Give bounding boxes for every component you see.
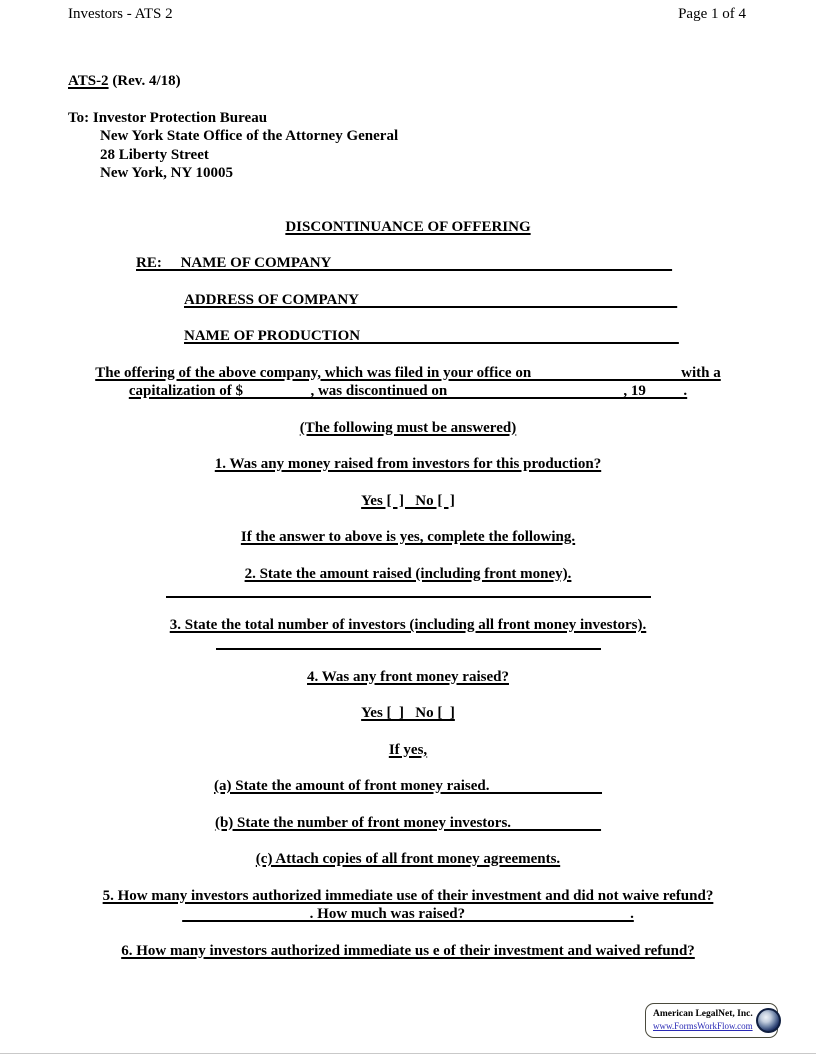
company-address-line: ADDRESS OF COMPANY — [184, 291, 678, 308]
question-4a: (a) State the amount of front money raised. — [213, 778, 603, 794]
recipient-prefix: To: — [68, 109, 90, 126]
legalnet-globe-icon — [756, 1008, 781, 1033]
must-answer-note: (The following must be answered) — [299, 419, 517, 436]
offering-paragraph-line1: The offering of the above company, which was filed in your office on with a — [95, 364, 721, 381]
recipient-line: New York, NY 10005 — [100, 165, 234, 181]
question-4-if-yes-label: If yes, — [388, 741, 428, 758]
formsworkflow-link[interactable]: www.FormsWorkFlow.com — [653, 1021, 753, 1031]
question-1-yes-no-checkboxes: Yes [ ] No [ ] — [361, 492, 455, 509]
question-3-answer-line — [216, 635, 601, 650]
offering-paragraph-line2: capitalization of $ , was discontinued on , 19 . — [128, 383, 688, 399]
company-name-line: RE: NAME OF COMPANY — [136, 255, 673, 271]
legalnet-company-name: American LegalNet, Inc. — [653, 1009, 753, 1019]
question-3: 3. State the total number of investors (including all front money investors). — [169, 617, 647, 633]
legalnet-logo-text — [653, 1009, 753, 1032]
form-revision-line — [0, 72, 816, 91]
recipient-line — [68, 109, 816, 128]
question-2-answer-line — [166, 583, 651, 598]
question-4b: (b) State the number of front money investors. — [214, 814, 602, 831]
offering-paragraph — [0, 364, 816, 401]
question-4-yes-no-checkboxes: Yes [ ] No [ ] — [361, 705, 455, 721]
header-document-name: Investors - ATS 2 — [68, 6, 173, 22]
production-name-line: NAME OF PRODUCTION — [184, 328, 679, 344]
re-section — [136, 254, 816, 346]
question-5 — [0, 887, 816, 924]
question-5-line1: 5. How many investors authorized immediate use of their investment and did not waive refund? — [102, 887, 714, 904]
form-body — [0, 72, 816, 960]
question-5-line2: . How much was raised? . — [182, 906, 634, 922]
recipient-line: New York State Office of the Attorney General — [100, 128, 399, 144]
page-bottom-divider — [0, 1053, 816, 1054]
legalnet-logo-box — [645, 1003, 778, 1038]
question-4: 4. Was any front money raised? — [307, 668, 509, 685]
if-yes-instruction: If the answer to above is yes, complete the following. — [240, 529, 576, 545]
question-6: 6. How many investors authorized immediate us e of their investment and waived refund? — [121, 942, 695, 959]
question-4c: (c) Attach copies of all front money agreements. — [255, 851, 561, 867]
recipient-bureau: Investor Protection Bureau — [92, 109, 268, 126]
page-header — [0, 0, 816, 24]
recipient-block — [0, 109, 816, 183]
form-title: DISCONTINUANCE OF OFFERING — [285, 218, 531, 235]
form-code: ATS-2 — [68, 73, 109, 89]
question-1: 1. Was any money raised from investors for this production? — [214, 456, 602, 472]
question-2: 2. State the amount raised (including front money). — [244, 565, 572, 582]
form-revision-date: (Rev. 4/18) — [112, 73, 181, 89]
header-page-number: Page 1 of 4 — [678, 6, 746, 22]
recipient-line: 28 Liberty Street — [100, 146, 209, 163]
